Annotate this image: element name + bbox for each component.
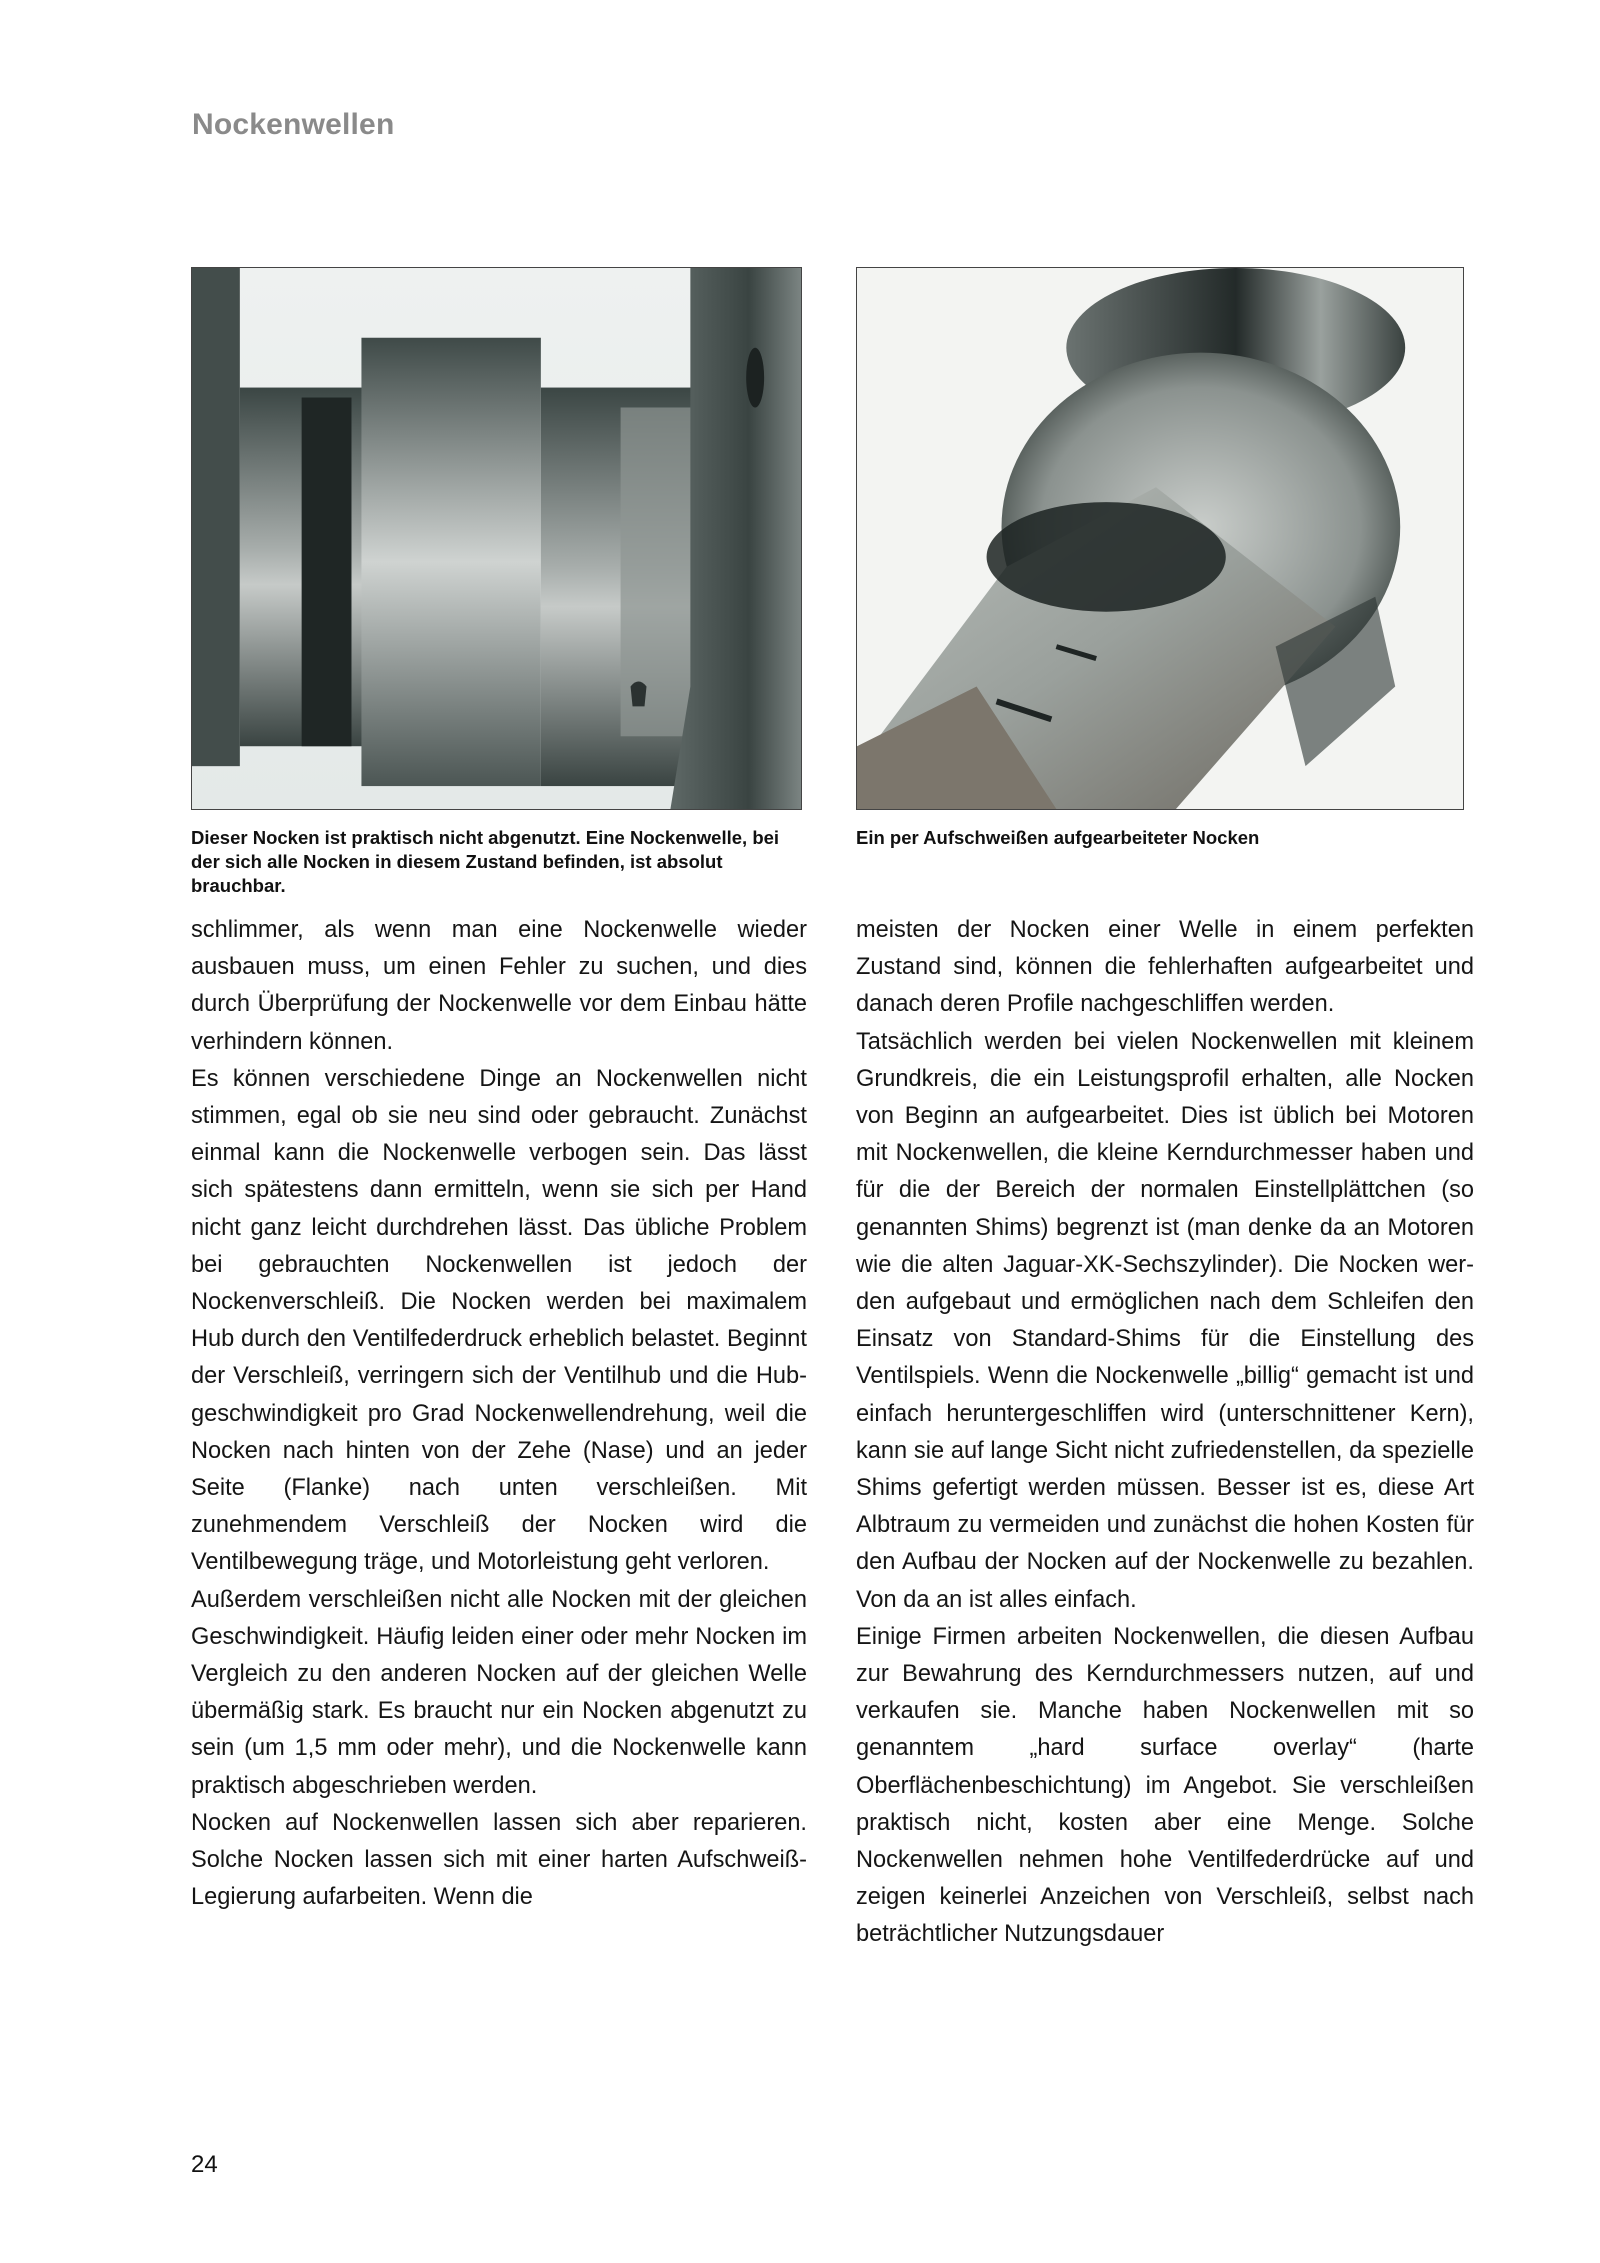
paragraph: meisten der Nocken einer Welle in einem perfekten Zustand sind, können die fehlerhaften aufgearbeitet und danach deren Profile nachgeschliffen werden. (856, 917, 1474, 1018)
paragraph: Tatsächlich werden bei vielen Nockenwellen mit kleinem Grundkreis, die ein Leistungsprofil erhalten, alle Nocken von Beginn an aufgearbeitet. Dies ist üblich bei Motoren mit Nockenwellen, die kleine Kerndurchmesser haben und für die der Bereich der normalen Einstellplättchen (so genannten Shims) begrenzt ist (man denke da an Motoren wie die alten Jaguar-XK-Sechszylinder). Die Nocken werden aufgebaut und ermöglichen nach dem Schleifen den Einsatz von Standard-Shims für die Einstellung des Ventilspiels. Wenn die Nockenwelle „billig“ gemacht ist und einfach heruntergeschliffen wird (unterschnittener Kern), kann sie auf lange Sicht nicht zufriedenstellen, da spezielle Shims gefertigt werden müssen. Besser ist es, diese Art Albtraum zu vermeiden und zunächst die hohen Kosten für den Aufbau der Nocken auf der Nockenwelle zu bezahlen. Von da an ist alles einfach. (856, 1028, 1474, 1613)
running-head: Nockenwellen (192, 108, 395, 141)
figure-rebuilt-cam-photo (856, 267, 1464, 810)
paragraph: Einige Firmen arbeiten Nockenwellen, die diesen Aufbau zur Bewahrung des Kerndurchmessers nutzen, auf und verkaufen sie. Manche haben Nockenwellen mit so genanntem „hard surface overlay“ (harte Oberflächenbeschichtung) im Angebot. Sie verschleißen praktisch nicht, kosten aber eine Menge. Solche Nockenwellen nehmen hohe Ventilfederdrücke auf und zeigen keinerlei Anzeichen von Verschleiß, selbst nach beträchtlicher Nutzungsdauer (856, 1623, 1474, 1948)
paragraph: schlimmer, als wenn man eine Nockenwelle wieder ausbauen muss, um einen Fehler zu suchen, und dies durch Überprüfung der Nockenwelle vor dem Einbau hätte verhindern können. (191, 917, 807, 1055)
figure-unworn-cam-photo (191, 267, 802, 810)
page-number: 24 (191, 2151, 218, 2178)
camshaft-photo-1 (192, 268, 801, 809)
body-column-right (856, 912, 1474, 1954)
figure-caption-left: Dieser Nocken ist praktisch nicht abgenutzt. Eine Nockenwelle, bei der sich alle Nocken in diesem Zustand befinden, ist absolut brauchbar. (191, 827, 780, 896)
figure-caption-right: Ein per Aufschweißen aufgearbeiteter Nocken (856, 827, 1260, 848)
paragraph: Es können verschiedene Dinge an Nockenwellen nicht stimmen, egal ob sie neu sind oder gebraucht. Zunächst einmal kann die Nockenwelle verbogen sein. Das lässt sich spätestens dann ermitteln, wenn sie sich per Hand nicht ganz leicht durchdrehen lässt. Das übliche Problem bei gebrauchten Nockenwellen ist jedoch der Nockenverschleiß. Die Nocken werden bei maximalem Hub durch den Ventilfederdruck erheblich belastet. Beginnt der Verschleiß, verringern sich der Ventilhub und die Hubgeschwindigkeit pro Grad Nockenwellendrehung, weil die Nocken nach hinten von der Zehe (Nase) und an jeder Seite (Flanke) nach unten verschleißen. Mit zunehmendem Verschleiß der Nocken wird die Ventilbewegung träge, und Motorleistung geht verloren. (191, 1065, 807, 1576)
paragraph: Nocken auf Nockenwellen lassen sich aber reparieren. Solche Nocken lassen sich mit einer harten Aufschweiß-Legierung aufarbeiten. Wenn die (191, 1809, 807, 1911)
camshaft-photo-2 (857, 268, 1463, 809)
body-column-left (191, 912, 807, 1916)
paragraph: Außerdem verschleißen nicht alle Nocken mit der gleichen Geschwindigkeit. Häufig leiden einer oder mehr Nocken im Vergleich zu den anderen Nocken auf der gleichen Welle übermäßig stark. Es braucht nur ein Nocken abgenutzt zu sein (um 1,5 mm oder mehr), und die Nockenwelle kann praktisch abgeschrieben werden. (191, 1586, 807, 1799)
